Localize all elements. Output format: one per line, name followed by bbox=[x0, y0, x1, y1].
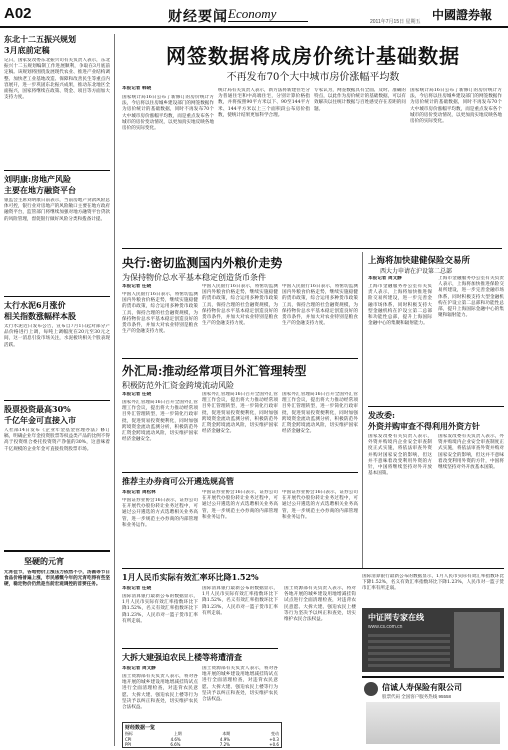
table-cell: 6.6% bbox=[170, 742, 181, 747]
table-cell: +0.3 bbox=[269, 737, 279, 742]
article-body: 记日，国家发改委东北振兴司有关负责人表示，东北振兴十二五规划编制工作进展顺利，争取在3月底前定稿。该规划将围绕发展现代农业、推进产业结构调整、加快老工业基地改造、保障和改善民生等重点内容展开，进一步巩固东北振兴成果，推动东北地区全面振兴，国家将继续在政策、资金、项目等方面加大支持力度。 bbox=[4, 58, 110, 101]
article-body: 国家外汇管理局16日召开全国外汇管理工作会议，提出将大力推动经常项目外汇管理转型，进一步简化行政审批，促进贸易投资便利化，同时加强跨境资金流动监测分析，积极防范外汇资金跨境流动风险，切实维护国家经济金融安全。 bbox=[282, 392, 358, 435]
article-body: 上海市金融服务办公室有关负责人表示，上海将加快推进保险交易所建设，进一步完善金融市场体系，同时积极支持大型金融机构在沪设立第二总部和功能性总部，提升上海国际金融中心的集聚和辐射能力。 bbox=[438, 276, 504, 319]
table-cell: 4.6% bbox=[170, 737, 181, 742]
table-cell: PPI bbox=[125, 742, 132, 747]
column-body: 元宵佳节，各地物价上涨压力依然不小，汤圆等节日食品价格普遍上涨，市民感慨今年的元宵吃得有些坚硬，稳定物价仍然是当前宏观调控的首要任务。 bbox=[4, 570, 110, 588]
ad-logo-icon bbox=[364, 682, 378, 696]
newspaper-logo: 中國證券報 bbox=[432, 8, 493, 22]
article-body: 人社部14日发布《企业年金基金管理办法》修订稿，明确企业年金投资股票等权益类产品的比例不得高于投资组合委托投资资产净值的30%，这意味着千亿规模的企业年金可直接投资股票市场。 bbox=[4, 428, 110, 452]
ad-image bbox=[366, 702, 500, 744]
article-body: 国土资源部有关负责人表示，将对各地开展的城乡建设用地增减挂钩试点进行全面清理检查，对违背农民意愿、大拆大建、强迫农民上楼等行为坚决予以纠正和查处，切实维护农民合法权益。 bbox=[202, 666, 278, 703]
headline: 太行水泥6月涨价 bbox=[4, 300, 66, 310]
headline: 发改委: bbox=[368, 410, 395, 420]
main-article-body: 国家统计局16日公布了新修订的房价统计方法，今后将以住房城乡建设部门的网签数据作为房价统计的基础数据，同时不再发布70个大中城市房价涨幅平均数，而是重点发布各个城市的房价变动情况，以更加真实地反映各地房价的实际变化。 bbox=[122, 95, 214, 132]
article-body: 上海市金融服务办公室有关负责人表示，上海将加快推进保险交易所建设，进一步完善金融市场体系，同时积极支持大型金融机构在沪设立第二总部和功能性总部，提升上海国际金融中心的集聚和辐射能力。 bbox=[368, 284, 432, 327]
article-body: 国际清算银行最新公布的数据显示，1月人民币实际有效汇率指数环比下降1.52%，名义有效汇率指数环比下降1.23%，人民币对一篮子货币汇率有所走弱。 bbox=[362, 574, 504, 592]
section-title: 财经要闻 bbox=[168, 9, 228, 25]
ad-banner[interactable] bbox=[362, 676, 504, 746]
headline: 东北十二五振兴规划 bbox=[4, 34, 76, 44]
article-body: 国际清算银行最新公布的数据显示，1月人民币实际有效汇率指数环比下降1.52%，名义有效汇率指数环比下降1.23%，人民币对一篮子货币汇率有所走弱。 bbox=[202, 586, 278, 616]
article-body: 国土资源部有关负责人表示，将对各地开展的城乡建设用地增减挂钩试点进行全面清理检查，对违背农民意愿、大拆大建、强迫农民上楼等行为坚决予以纠正和查处，切实维护农民合法权益。 bbox=[122, 674, 198, 711]
column-title: 坚硬的元宵 bbox=[24, 556, 64, 566]
article-body: 中国人民银行16日表示，将密切监测国内外粮食价格走势，继续实施稳健的货币政策，综合运用多种货币政策工具，保持合理的社会融资规模，为保持物价总水平基本稳定创造良好的货币条件，并加大对农业特别是粮食生产的金融支持力度。 bbox=[122, 292, 198, 335]
headline: 央行:密切监测国内外粮价走势 bbox=[122, 256, 283, 270]
column-divider bbox=[114, 34, 115, 746]
subheadline: 积极防范外汇资金跨境流动风险 bbox=[122, 381, 234, 390]
article-body: 国土资源部有关负责人表示，将对各地开展的城乡建设用地增减挂钩试点进行全面清理检查，对违背农民意愿、大拆大建、强迫农民上楼等行为坚决予以纠正和查处，切实维护农民合法权益。 bbox=[284, 586, 356, 623]
headline-line2: 3月底前定稿 bbox=[4, 45, 50, 55]
divider bbox=[4, 296, 110, 297]
byline: 本报记者 任晓 bbox=[122, 284, 152, 289]
byline: 本报记者 任晓 bbox=[122, 392, 152, 397]
main-headline: 网签数据将成房价统计基础数据 bbox=[166, 44, 460, 68]
article-body: 太行水泥近日发布公告，宣布自7月1日起对部分产品价格进行上调，每吨上调幅度在20元至30元之间，这一消息引发市场关注，水泥板块相关个股表现活跃。 bbox=[4, 324, 110, 348]
article-body: 国家外汇管理局16日召开全国外汇管理工作会议，提出将大力推动经常项目外汇管理转型，进一步简化行政审批，促进贸易投资便利化，同时加强跨境资金流动监测分析，积极防范外汇资金跨境流动风险，切实维护国家经济金融安全。 bbox=[122, 400, 198, 443]
ad-title: 中证网专家在线 bbox=[368, 612, 424, 622]
headline: 大拆大建强迫农民上楼等将遭清查 bbox=[122, 652, 242, 662]
article-body: 中国证券业协会16日表示，证券公司在开展代办股份转让业务过程中，可通过公开遴选的方式选聘相关业务高管，进一步规范主办券商的内部管理和业务运作。 bbox=[122, 498, 198, 528]
table-cell: 7.2% bbox=[219, 742, 230, 747]
table-cell: 4.9% bbox=[219, 737, 231, 742]
divider bbox=[368, 406, 504, 407]
main-article-body: 国家统计局16日公布了新修订的房价统计方法，今后将以住房城乡建设部门的网签数据作为房价统计的基础数据，同时不再发布70个大中城市房价涨幅平均数，而是重点发布各个城市的房价变动情况，以更加真实地反映各地房价的实际变化。 bbox=[410, 88, 502, 125]
main-subheadline: 不再发布70个大中城市房价涨幅平均数 bbox=[226, 72, 400, 83]
table-cell: CPI bbox=[125, 737, 132, 742]
column-header: 变动 bbox=[270, 731, 279, 736]
ad-stripes bbox=[368, 634, 450, 668]
subheadline: 为保持物价总水平基本稳定创造货币条件 bbox=[122, 273, 266, 282]
column-divider bbox=[362, 252, 363, 568]
page-number: A02 bbox=[4, 5, 32, 22]
ad-subtitle: 股票代码 全国客户服务热线 95558 bbox=[382, 694, 452, 699]
article-body: 国际清算银行最新公布的数据显示，1月人民币实际有效汇率指数环比下降1.52%，名义有效汇率指数环比下降1.23%，人民币对一篮子货币汇率有所走弱。 bbox=[122, 594, 198, 624]
divider bbox=[122, 248, 502, 249]
main-article-body: 统计局有关负责人表示，新方法将新建住宅分为普通住宅和中高端住宅，分别计算价格指数，并将按照90平方米以下、90至144平方米、144平方米以上三个面积段公布房价指数，使统计结果更加科学合理。 bbox=[218, 88, 310, 118]
headline: 上海将加快建健保险交易所 bbox=[368, 256, 471, 266]
article-body: 银监会主席刘明康日前表示，当前房地产贷款风险总体可控，银行业对房地产的风险敞口主要在地方政府融资平台，监管部门将继续加强对地方融资平台贷款的风险管理，督促银行做好风险分类和拨备计提。 bbox=[4, 198, 110, 222]
article-body: 国家发改委有关负责人表示，外资并购境内企业安全审查制度正式实施，将依法审查外资并购对国家安全的影响，但这并不意味着改变利用外资的方针，中国将继续坚持对外开放基本国策。 bbox=[438, 434, 504, 471]
byline: 本报记者 周文静 bbox=[368, 276, 402, 281]
column-header: 本期 bbox=[222, 731, 231, 736]
article-body: 中国证券业协会16日表示，证券公司在开展代办股份转让业务过程中，可通过公开遴选的方式选聘相关业务高管，进一步规范主办券商的内部管理和业务运作。 bbox=[202, 490, 278, 520]
headline-line2: 外资并购审查不得利用外资方针 bbox=[368, 421, 480, 431]
article-body: 中国证券业协会16日表示，证券公司在开展代办股份转让业务过程中，可通过公开遴选的方式选聘相关业务高管，进一步规范主办券商的内部管理和业务运作。 bbox=[282, 490, 358, 520]
headline: 推荐主办券商可公开遴选规高管 bbox=[122, 476, 234, 486]
headline-line2: 相关指数涨幅样本股 bbox=[4, 311, 76, 321]
data-table bbox=[122, 722, 282, 748]
divider bbox=[4, 170, 110, 171]
article-body: 中国人民银行16日表示，将密切监测国内外粮食价格走势，继续实施稳健的货币政策，综合运用多种货币政策工具，保持合理的社会融资规模，为保持物价总水平基本稳定创造良好的货币条件，并加大对农业特别是粮食生产的金融支持力度。 bbox=[202, 284, 278, 327]
divider bbox=[122, 648, 278, 649]
ad-banner[interactable] bbox=[362, 608, 504, 672]
headline: 股票投资最高30% bbox=[4, 404, 71, 414]
headline: 1月人民币实际有效汇率环比降1.52% bbox=[122, 572, 259, 582]
headline: 外汇局:推动经常项目外汇管理转型 bbox=[122, 364, 307, 378]
divider bbox=[122, 568, 504, 569]
article-body: 国家外汇管理局16日召开全国外汇管理工作会议，提出将大力推动经常项目外汇管理转型，进一步简化行政审批，促进贸易投资便利化，同时加强跨境资金流动监测分析，积极防范外汇资金跨境流动风险，切实维护国家经济金融安全。 bbox=[202, 392, 278, 435]
headline: 刘明康:房地产风险 bbox=[4, 174, 71, 184]
main-article-body: 专家认为，网签数据具有全面、及时、准确的特点，以此作为房价统计的基础数据，可以有效解决以往统计数据与百姓感受存在差距的问题。 bbox=[314, 88, 406, 112]
article-body: 国家发改委有关负责人表示，外资并购境内企业安全审查制度正式实施，将依法审查外资并购对国家安全的影响，但这并不意味着改变利用外资的方针，中国将继续坚持对外开放基本国策。 bbox=[368, 434, 432, 477]
byline: 本报记者 周松林 bbox=[122, 490, 156, 495]
left-column bbox=[4, 34, 112, 746]
headline-line2: 主要在地方融资平台 bbox=[4, 185, 76, 195]
byline: 本报记者 任晓 bbox=[122, 586, 152, 591]
divider bbox=[122, 472, 358, 473]
ad-title: 信诚人寿保险有限公司 bbox=[382, 682, 462, 692]
divider bbox=[122, 358, 358, 359]
headline-line2: 千亿年金可直接入市 bbox=[4, 415, 76, 425]
issue-date: 2011年7月15日 星期五 bbox=[370, 19, 421, 25]
table-cell: +0.6 bbox=[269, 742, 279, 747]
ad-url: www.cs.com.cn bbox=[368, 624, 403, 630]
page-header bbox=[0, 0, 508, 28]
ad-image bbox=[454, 612, 500, 668]
byline: 本报记者 韩晓 bbox=[122, 86, 152, 91]
column-header: 上期 bbox=[173, 731, 182, 736]
column-header: 指标 bbox=[125, 731, 133, 736]
article-body: 中国人民银行16日表示，将密切监测国内外粮食价格走势，继续实施稳健的货币政策，综合运用多种货币政策工具，保持合理的社会融资规模，为保持物价总水平基本稳定创造良好的货币条件，并加大对农业特别是粮食生产的金融支持力度。 bbox=[282, 284, 358, 327]
divider bbox=[4, 550, 110, 552]
subheadline: 西大力申请在沪设第二总部 bbox=[380, 268, 453, 275]
divider bbox=[4, 400, 110, 401]
section-title-en: Economy bbox=[228, 6, 308, 22]
table-row bbox=[125, 742, 279, 747]
table-title: 财经数据一览 bbox=[125, 725, 156, 731]
byline: 本报记者 周文静 bbox=[122, 666, 156, 671]
